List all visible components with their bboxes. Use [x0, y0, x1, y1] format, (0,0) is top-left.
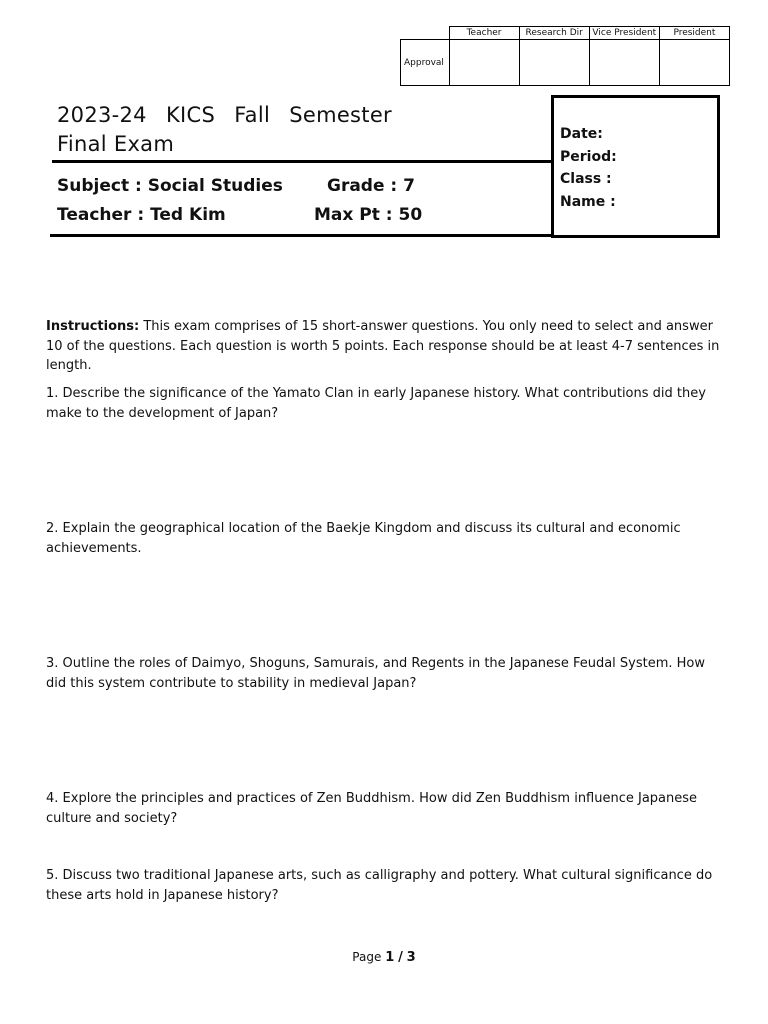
- question-4: 4. Explore the principles and practices of Zen Buddhism. How did Zen Buddhism influence Japanese culture and society?: [46, 791, 698, 826]
- instructions-label: Instructions:: [46, 319, 140, 334]
- title-word-season: Fall: [234, 103, 271, 127]
- grade-text: Grade : 7: [327, 176, 415, 196]
- approval-header-president: President: [659, 27, 729, 40]
- exam-meta: [57, 172, 422, 230]
- question-2: 2. Explain the geographical location of the Baekje Kingdom and discuss its cultural and economic achievements.: [46, 521, 681, 556]
- page-separator: /: [398, 950, 403, 965]
- date-label: Date:: [560, 126, 603, 142]
- page-current: 1: [385, 950, 395, 965]
- teacher-text: Teacher : Ted Kim: [57, 205, 226, 225]
- class-label: Class :: [560, 171, 612, 187]
- approval-corner: [401, 27, 450, 40]
- approval-row-label: Approval: [401, 40, 450, 86]
- period-label: Period:: [560, 148, 617, 165]
- student-info-box: [551, 95, 720, 238]
- header-bottom-rule: [50, 234, 552, 237]
- approval-header-vice-president: Vice President: [589, 27, 659, 40]
- exam-title: [57, 101, 392, 159]
- title-word-school: KICS: [165, 103, 216, 127]
- max-points-text: Max Pt : 50: [314, 205, 423, 225]
- approval-cell-teacher: [449, 40, 519, 86]
- title-word-year: 2023-24: [57, 103, 147, 127]
- question-3: 3. Outline the roles of Daimyo, Shoguns, Samurais, and Regents in the Japanese Feudal System. How did this system contribute to stability in medieval Japan?: [46, 656, 706, 691]
- approval-cell-research-dir: [519, 40, 589, 86]
- name-label: Name :: [560, 193, 616, 210]
- question-1: 1. Describe the significance of the Yamato Clan in early Japanese history. What contributions did they make to the development of Japan?: [46, 386, 706, 421]
- approval-header-research-dir: Research Dir: [519, 27, 589, 40]
- page-footer: [0, 950, 768, 965]
- exam-title-line1: [57, 101, 392, 130]
- question-5: 5. Discuss two traditional Japanese arts, such as calligraphy and pottery. What cultural significance do these arts hold in Japanese history?: [46, 868, 713, 903]
- exam-title-line2: Final Exam: [57, 132, 175, 156]
- instructions: [46, 317, 722, 376]
- subject-text: Subject : Social Studies: [57, 176, 283, 196]
- approval-table: [400, 26, 730, 86]
- title-word-semester: Semester: [289, 103, 392, 127]
- approval-cell-vice-president: [589, 40, 659, 86]
- page-total: 3: [406, 950, 416, 965]
- title-divider: [52, 160, 552, 163]
- approval-cell-president: [659, 40, 729, 86]
- instructions-text: This exam comprises of 15 short-answer questions. You only need to select and answer 10 of the questions. Each question is worth 5 points. Each response should be at least 4-7 sentences in length.: [46, 319, 720, 373]
- approval-header-teacher: Teacher: [449, 27, 519, 40]
- page-label: Page: [352, 950, 382, 964]
